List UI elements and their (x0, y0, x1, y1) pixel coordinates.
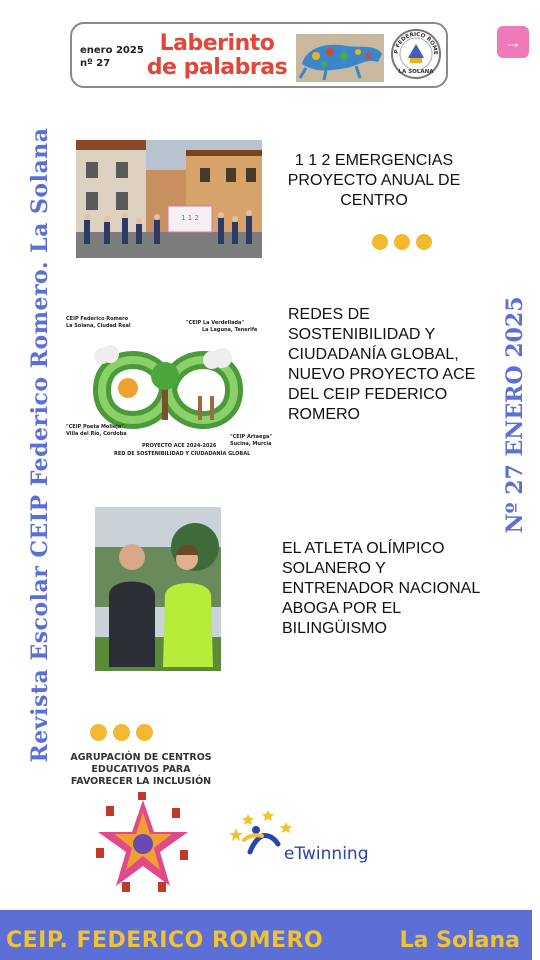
dot-icon (372, 234, 388, 250)
etwinning-logo[interactable] (228, 808, 388, 868)
etwinning-label: eTwinning (284, 844, 369, 864)
dot-icon (416, 234, 432, 250)
article-title-atleta[interactable]: EL ATLETA OLÍMPICO SOLANERO Y ENTRENADOR NACIONAL ABOGA POR EL BILINGÜISMO (282, 540, 480, 637)
ace-label-bottom2: RED DE SOSTENIBILIDAD Y CIUDADANÍA GLOBAL (114, 451, 251, 457)
ace-label-br-line1: "CEIP Artaega" (230, 434, 273, 440)
ace-label-tl-line2: La Solana, Ciudad Real (66, 323, 131, 329)
ace-label-tr-line1: "CEIP La Verdellada" (186, 320, 245, 326)
street-march-photo[interactable] (76, 140, 262, 258)
footer-bar (0, 910, 532, 960)
issue-number: nº 27 (80, 58, 111, 69)
dot-icon (90, 724, 107, 741)
side-issue-right (495, 290, 535, 540)
ace-label-tr-line2: La Laguna, Tenerife (202, 327, 258, 333)
decorative-dots-1 (372, 234, 432, 250)
ace-label-tl-line1: CEIP Federico Romero (66, 316, 129, 322)
decorative-dots-2 (90, 724, 153, 741)
seal-text-top: P FEDERICO ROME (393, 31, 439, 56)
lizard-mosaic-image (296, 34, 384, 82)
footer-town: La Solana (399, 928, 520, 953)
agrupacion-star-logo (88, 792, 198, 898)
side-right-text: Nº 27 ENERO 2025 (502, 296, 528, 534)
agrupacion-text[interactable]: AGRUPACIÓN DE CENTROS EDUCATIVOS PARA FAVORECER LA INCLUSIÓN (70, 752, 212, 787)
ace-label-bl-line1: "CEIP Poeta Molleja". (66, 424, 126, 430)
dot-icon (136, 724, 153, 741)
dot-icon (394, 234, 410, 250)
banner-112-text: 1 1 2 (181, 214, 199, 222)
side-left-text: Revista Escolar CEIP Federico Romero. La Solana (27, 127, 53, 763)
side-title-left (20, 125, 60, 765)
next-page-button[interactable] (497, 26, 529, 58)
article-title-redes[interactable]: REDES DE SOSTENIBILIDAD Y CIUDADANÍA GLOBAL, NUEVO PROYECTO ACE DEL CEIP FEDERICO ROMERO (288, 306, 476, 423)
school-seal-logo (390, 28, 442, 80)
seal-text-bottom: LA SOLANA (398, 69, 434, 75)
magazine-title (132, 32, 302, 80)
ace-label-bl-line2: Villa del Río, Córdoba (66, 431, 127, 437)
ace-label-bottom1: PROYECTO ACE 2024-2026 (142, 443, 217, 449)
dot-icon (113, 724, 130, 741)
issue-month: enero 2025 (80, 45, 144, 56)
athlete-photo[interactable] (95, 507, 221, 671)
ace-label-br-line2: Sucina, Murcia (230, 441, 272, 447)
title-line1: Laberinto (159, 31, 275, 56)
title-line2: de palabras (146, 55, 288, 80)
footer-school-name: CEIP. FEDERICO ROMERO (6, 928, 324, 953)
magazine-banner (70, 22, 448, 88)
arrow-right-icon: → (504, 31, 522, 52)
article-title-emergencias[interactable]: 1 1 2 EMERGENCIAS PROYECTO ANUAL DE CENTRO (287, 152, 461, 209)
ace-project-image[interactable] (62, 310, 274, 462)
